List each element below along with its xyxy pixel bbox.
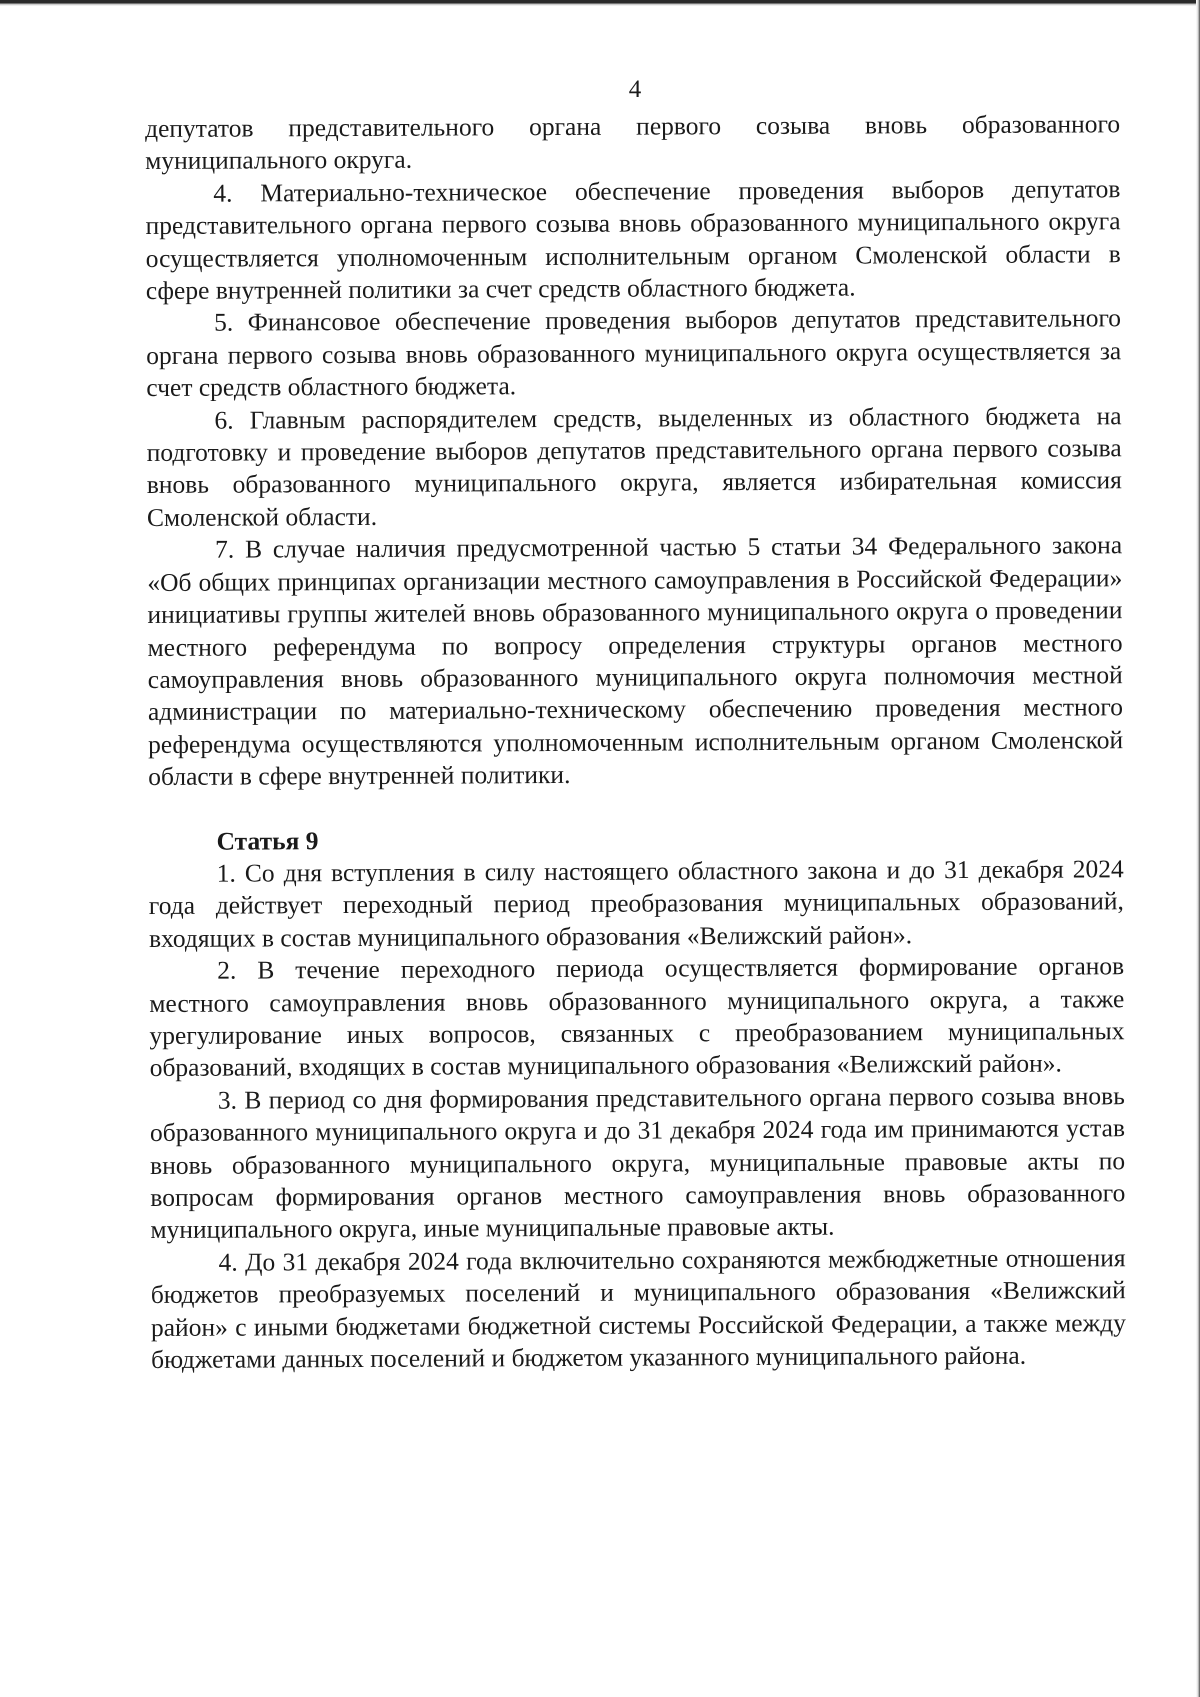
paragraph-item-6: 6. Главным распорядителем средств, выделенных из областного бюджета на подготовку и проведение выборов депутатов представительного органа первого созыва вновь образованного муниципального округа, является избирательная комиссия Смоленской области. bbox=[146, 400, 1122, 532]
article-heading: Статья 9 bbox=[216, 825, 319, 856]
paragraph-item-7: 7. В случае наличия предусмотренной частью 5 статьи 34 Федерального закона «Об общих принципах организации местного самоуправления в Российской Федерации» инициативы группы жителей вновь образованного муниципального округа о проведении местного референдума по вопросу определения структуры органов местного самоуправления вновь образованного муниципального округа полномочия местной администрации по материально-техническому обеспечению проведения местного референдума осуществляются уполномоченным исполнительным органом Смоленской области в сфере внутренней политики. bbox=[147, 530, 1124, 792]
page-number: 4 bbox=[628, 76, 642, 103]
scan-top-edge bbox=[0, 0, 1200, 6]
article-paragraph-4: 4. До 31 декабря 2024 года включительно сохраняются межбюджетные отношения бюджетов преобразуемых поселений и муниципального образования «Велижский район» с иными бюджетами бюджетной системы Российской Федерации, а также между бюджетами данных поселений и бюджетом указанного муниципального района. bbox=[150, 1243, 1126, 1375]
document-body bbox=[145, 108, 1126, 1376]
paragraph-item-4: 4. Материально-техническое обеспечение проведения выборов депутатов представительного органа первого созыва вновь образованного муниципального округа осуществляется уполномоченным исполнительным органом Смоленской области в сфере внутренней политики за счет средств областного бюджета. bbox=[145, 174, 1121, 306]
article-paragraph-1: 1. Со дня вступления в силу настоящего областного закона и до 31 декабря 2024 года действует переходный период преобразования муниципальных образований, входящих в состав муниципального образования «Велижский район». bbox=[148, 854, 1124, 953]
scan-right-edge bbox=[1196, 0, 1200, 1697]
article-paragraph-3: 3. В период со дня формирования представительного органа первого созыва вновь образованного муниципального округа и до 31 декабря 2024 года им принимаются устав вновь образованного муниципального округа, муниципальные правовые акты по вопросам формирования органов местного самоуправления вновь образованного муниципального округа, иные муниципальные правовые акты. bbox=[149, 1081, 1126, 1245]
continuation-paragraph: депутатов представительного органа первого созыва вновь образованного муниципального округа. bbox=[145, 109, 1121, 176]
article-paragraph-2: 2. В течение переходного периода осуществляется формирование органов местного самоуправления вновь образованного муниципального округа, а также урегулирование иных вопросов, связанных с преобразованием муниципальных образований, входящих в состав муниципального образования «Велижский район». bbox=[149, 951, 1125, 1083]
paragraph-item-5: 5. Финансовое обеспечение проведения выборов депутатов представительного органа первого созыва вновь образованного муниципального округа осуществляется за счет средств областного бюджета. bbox=[146, 303, 1122, 403]
